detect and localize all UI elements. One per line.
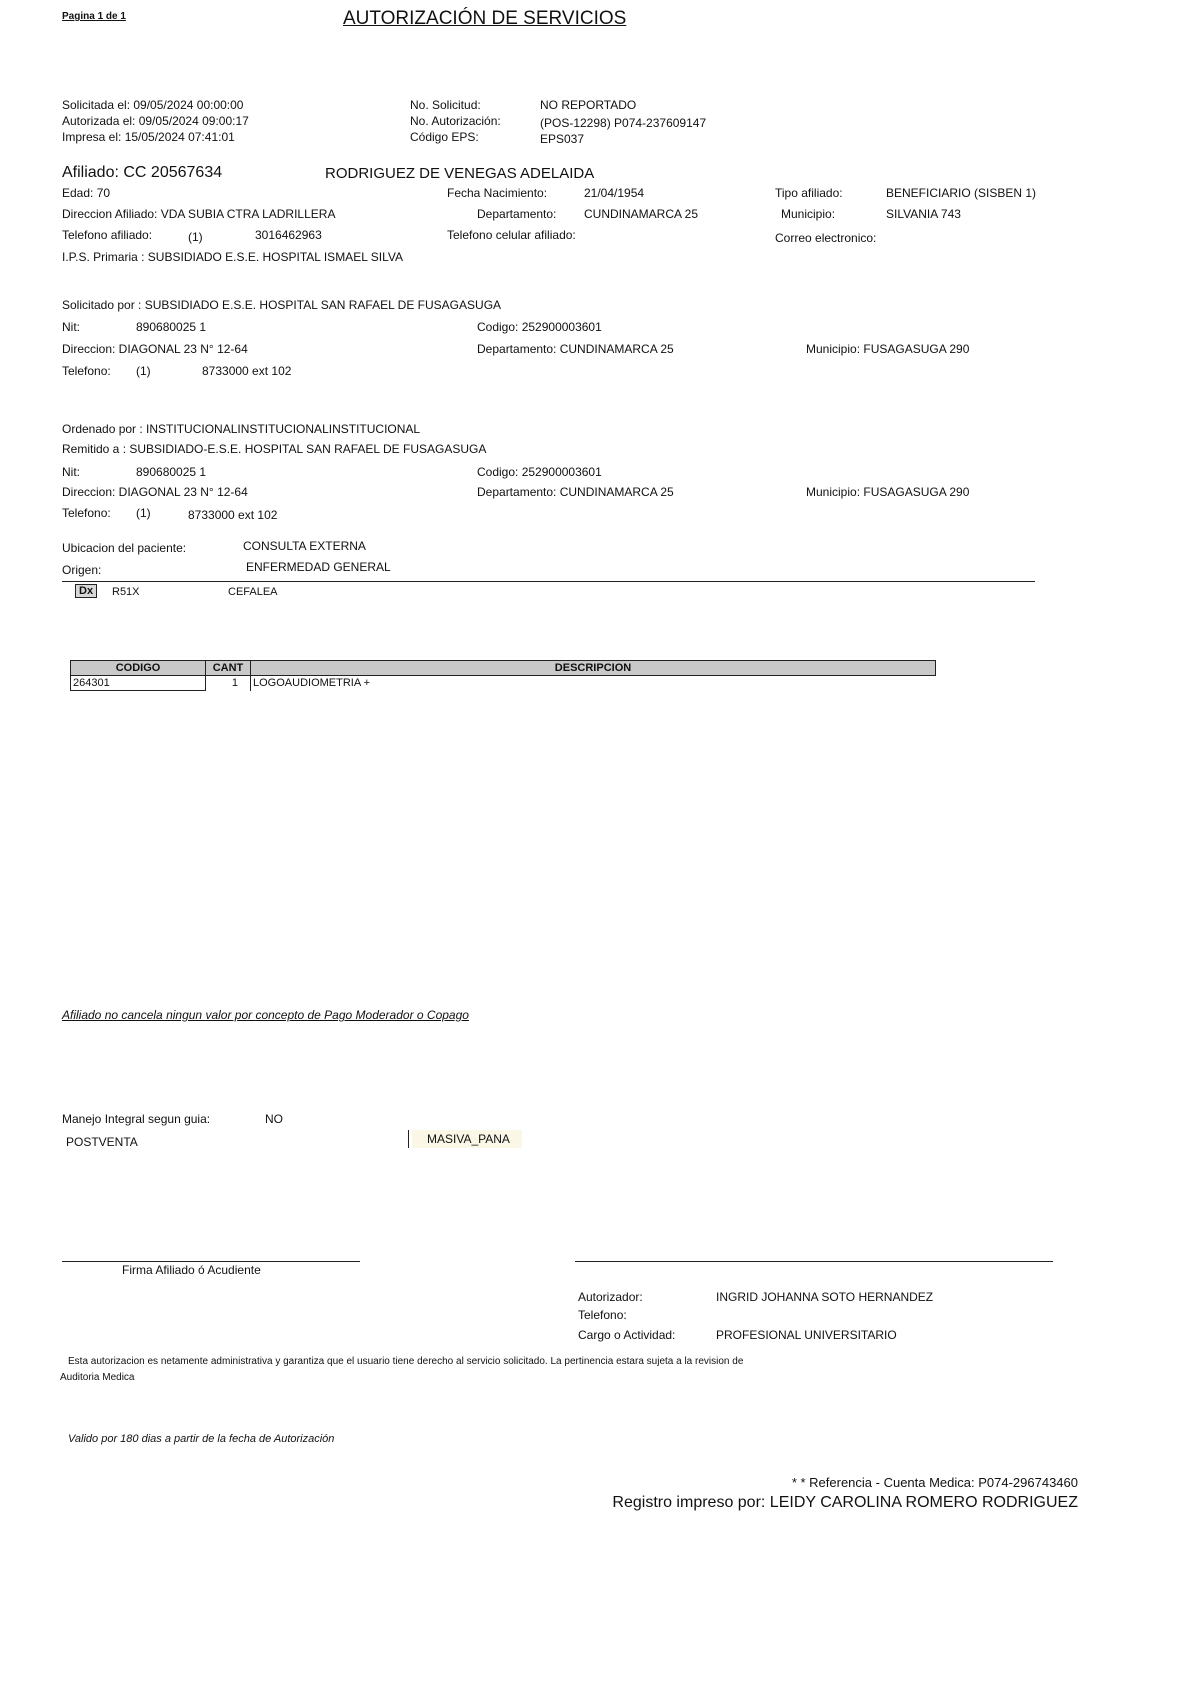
origen-value: ENFERMEDAD GENERAL (246, 560, 391, 574)
no-autorizacion-value: (POS-12298) P074-237609147 (540, 116, 707, 130)
codigo-eps-value: EPS037 (540, 132, 585, 146)
codigo-eps-label: Código EPS: (410, 130, 479, 144)
ordenado-telefono-label: Telefono: (62, 506, 111, 520)
afiliado-telefono-value: 3016462963 (255, 228, 322, 242)
solicitado-por: Solicitado por : SUBSIDIADO E.S.E. HOSPITAL SAN RAFAEL DE FUSAGASUGA (62, 298, 502, 312)
firma-autorizador-line (575, 1261, 1053, 1262)
firma-afiliado-line (62, 1261, 360, 1262)
afiliado-municipio-label: Municipio: (781, 207, 836, 221)
fecha-solicitada: Solicitada el: 09/05/2024 00:00:00 (62, 98, 244, 112)
ordenado-direccion: Direccion: DIAGONAL 23 N° 12-64 (62, 485, 248, 499)
manejo-integral-value: NO (265, 1112, 283, 1126)
solicitado-telefono-label: Telefono: (62, 364, 111, 378)
ordenado-departamento: Departamento: CUNDINAMARCA 25 (477, 485, 674, 499)
afiliado-id: Afiliado: CC 20567634 (62, 164, 223, 181)
ordenado-municipio: Municipio: FUSAGASUGA 290 (806, 485, 970, 499)
ips-primaria: I.P.S. Primaria : SUBSIDIADO E.S.E. HOSPITAL ISMAEL SILVA (62, 250, 403, 264)
column-header-codigo: CODIGO (71, 661, 206, 676)
table-row (71, 676, 936, 691)
solicitado-direccion: Direccion: DIAGONAL 23 N° 12-64 (62, 342, 248, 356)
afiliado-direccion: Direccion Afiliado: VDA SUBIA CTRA LADRILLERA (62, 207, 336, 221)
cell-codigo: 264301 (71, 676, 206, 691)
afiliado-nombre: RODRIGUEZ DE VENEGAS ADELAIDA (325, 165, 595, 182)
page-indicator: Pagina 1 de 1 (62, 11, 126, 22)
cell-cant: 1 (206, 676, 251, 691)
dx-codigo: R51X (112, 586, 140, 598)
ubicacion-value: CONSULTA EXTERNA (243, 539, 366, 553)
tipo-afiliado-value: BENEFICIARIO (SISBEN 1) (886, 186, 1037, 200)
ordenado-telefono-value: 8733000 ext 102 (188, 508, 278, 522)
afiliado-departamento-value: CUNDINAMARCA 25 (584, 207, 699, 221)
ubicacion-label: Ubicacion del paciente: (62, 541, 187, 555)
afiliado-telefono-label: Telefono afiliado: (62, 228, 153, 242)
autorizador-cargo-label: Cargo o Actividad: (578, 1328, 676, 1342)
postventa-label: POSTVENTA (66, 1135, 138, 1149)
no-solicitud-label: No. Solicitud: (410, 98, 481, 112)
solicitado-nit-value: 890680025 1 (136, 320, 207, 334)
fecha-impresa: Impresa el: 15/05/2024 07:41:01 (62, 130, 235, 144)
validez-note: Valido por 180 dias a partir de la fecha de Autorización (68, 1433, 335, 1445)
column-header-cant: CANT (206, 661, 251, 676)
afiliado-municipio-value: SILVANIA 743 (886, 207, 961, 221)
disclaimer-line-2: Auditoria Medica (60, 1372, 135, 1383)
solicitado-codigo: Codigo: 252900003601 (477, 320, 602, 334)
ordenado-telefono-code: (1) (136, 506, 151, 520)
dx-descripcion: CEFALEA (228, 586, 278, 598)
solicitado-telefono-code: (1) (136, 364, 151, 378)
referencia-cuenta-medica: * * Referencia - Cuenta Medica: P074-296743460 (791, 1475, 1078, 1490)
solicitado-departamento: Departamento: CUNDINAMARCA 25 (477, 342, 674, 356)
no-autorizacion-label: No. Autorización: (410, 114, 501, 128)
remitido-a: Remitido a : SUBSIDIADO-E.S.E. HOSPITAL SAN RAFAEL DE FUSAGASUGA (62, 442, 487, 456)
ordenado-nit-label: Nit: (62, 465, 80, 479)
solicitado-nit-label: Nit: (62, 320, 80, 334)
cell-descripcion: LOGOAUDIOMETRIA + (251, 676, 936, 691)
tipo-afiliado-label: Tipo afiliado: (775, 186, 843, 200)
ordenado-por: Ordenado por : INSTITUCIONALINSTITUCIONALINSTITUCIONAL (62, 422, 421, 436)
ordenado-codigo: Codigo: 252900003601 (477, 465, 602, 479)
dx-tag: Dx (75, 584, 97, 598)
fecha-nacimiento-value: 21/04/1954 (584, 186, 645, 200)
fecha-nacimiento-label: Fecha Nacimiento: (447, 186, 548, 200)
document-title: AUTORIZACIÓN DE SERVICIOS (343, 8, 627, 29)
ordenado-nit-value: 890680025 1 (136, 465, 207, 479)
services-table-header (71, 661, 936, 676)
autorizador-label: Autorizador: (578, 1290, 643, 1304)
dx-divider (62, 581, 1035, 582)
afiliado-celular-label: Telefono celular afiliado: (447, 228, 576, 242)
column-header-descripcion: DESCRIPCION (251, 661, 936, 676)
afiliado-correo-label: Correo electronico: (775, 231, 877, 245)
afiliado-departamento-label: Departamento: (477, 207, 557, 221)
manejo-integral-label: Manejo Integral segun guia: (62, 1112, 211, 1126)
afiliado-edad: Edad: 70 (62, 186, 111, 200)
autorizador-telefono-label: Telefono: (578, 1308, 627, 1322)
registro-impreso-por: Registro impreso por: LEIDY CAROLINA ROMERO RODRIGUEZ (612, 1494, 1078, 1511)
disclaimer-line-1: Esta autorizacion es netamente administrativa y garantiza que el usuario tiene derecho al servicio solicitado. La pertinencia estara sujeta a la revision de (68, 1356, 744, 1367)
autorizador-nombre: INGRID JOHANNA SOTO HERNANDEZ (716, 1290, 934, 1304)
solicitado-telefono-value: 8733000 ext 102 (202, 364, 292, 378)
autorizador-cargo-value: PROFESIONAL UNIVERSITARIO (716, 1328, 897, 1342)
afiliado-telefono-code: (1) (188, 230, 203, 244)
nota-pago: Afiliado no cancela ningun valor por concepto de Pago Moderador o Copago (62, 1008, 469, 1022)
firma-afiliado-label: Firma Afiliado ó Acudiente (122, 1263, 261, 1277)
fecha-autorizada: Autorizada el: 09/05/2024 09:00:17 (62, 114, 249, 128)
masiva-divider (408, 1130, 409, 1148)
origen-label: Origen: (62, 563, 102, 577)
no-solicitud-value: NO REPORTADO (540, 98, 637, 112)
services-table (70, 660, 936, 691)
masiva-label: MASIVA_PANA (412, 1130, 522, 1148)
solicitado-municipio: Municipio: FUSAGASUGA 290 (806, 342, 970, 356)
